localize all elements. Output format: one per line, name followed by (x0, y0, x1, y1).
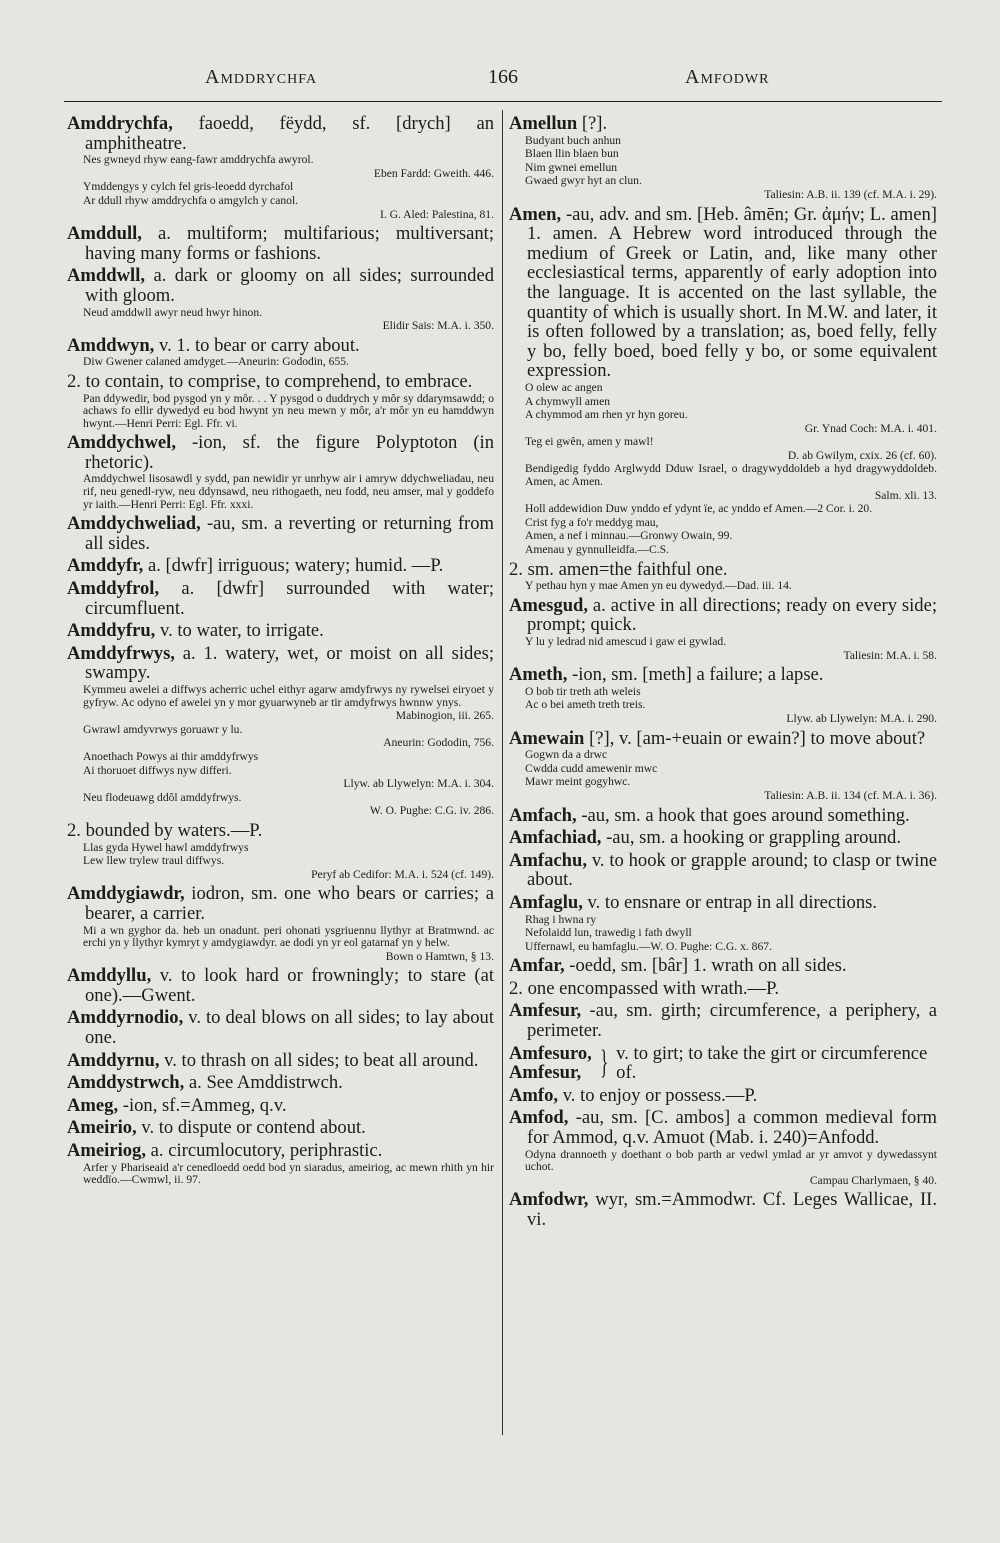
entry-definition (67, 1008, 494, 1047)
definition-text: a. active in all directions; ready on every side; prompt; quick. (527, 594, 937, 636)
dictionary-entry (67, 433, 494, 511)
definition-text: -au, sm. a reverting or returning from all sides. (85, 513, 494, 554)
citation-quote: Gwaed gwyr hyt an clun. (525, 174, 642, 188)
right-column (509, 114, 937, 1444)
dictionary-entry (67, 821, 494, 881)
dictionary-entry (67, 1141, 494, 1187)
headword: Amfo, (509, 1084, 559, 1106)
entry-definition (67, 433, 494, 472)
citation-source: Bown o Hamtwn, § 13. (385, 949, 494, 963)
braced-headwords (509, 1044, 592, 1083)
dictionary-entry (67, 336, 494, 369)
entry-definition (509, 729, 937, 749)
citation-source: W. O. Pughe: C.G. iv. 286. (369, 804, 494, 818)
headword: Amfaglu, (509, 891, 583, 913)
sub-sense (509, 560, 937, 580)
dictionary-entry (509, 114, 937, 202)
definition: v. to girt; to take the girt or circumference of. (616, 1042, 928, 1084)
headword: Amen, (509, 203, 562, 225)
headword: Amddychwel, (67, 432, 176, 454)
entry-definition (509, 1001, 937, 1040)
definition-text: a. dark or gloomy on all sides; surrounded with gloom. (85, 265, 494, 306)
definition-text: -au, sm. a hooking or grappling around. (606, 827, 901, 849)
headword: Amddystrwch, (67, 1072, 185, 1094)
citation-source: Campau Charlymaen, § 40. (809, 1173, 937, 1187)
entry-definition (67, 621, 494, 641)
sub-sense (509, 979, 937, 999)
citation-quote: Gogwn da a drwc (525, 748, 608, 762)
sub-sense (67, 821, 494, 841)
definition-text: v. to ensnare or entrap in all directions. (587, 891, 877, 913)
citation-source: Aneurin: Gododin, 756. (383, 736, 494, 750)
entry-definition (67, 556, 494, 576)
citation-quote: Y pethau hyn y mae Amen yn eu dywedyd.—Dad. iii. 14. (525, 579, 792, 593)
entry-definition (67, 966, 494, 1005)
citation-quote: Rhag i hwna ry (525, 912, 597, 926)
dictionary-entry (67, 114, 494, 221)
entry-definition (509, 828, 937, 848)
headword: Amddwll, (67, 265, 146, 287)
definition-text: -oedd, sm. [bâr] 1. wrath on all sides. (569, 955, 847, 977)
entry-definition (509, 893, 937, 913)
dictionary-entry (67, 1051, 494, 1071)
headword: Amfar, (509, 955, 565, 977)
dictionary-entry (509, 893, 937, 953)
citation-quote: Neu flodeuawg ddôl amddyfrwys. (83, 790, 242, 804)
definition-text: 2. bounded by waters.—P. (67, 819, 263, 841)
entry-definition (509, 851, 937, 890)
citation-quote: Amen, a nef i minnau.—Gronwy Owain, 99. (525, 529, 733, 543)
dictionary-entry (509, 729, 937, 803)
sub-sense (67, 372, 494, 392)
definition-text: -au, sm. a hook that goes around something. (581, 804, 910, 826)
citation-source: Taliesin: A.B. ii. 139 (cf. M.A. i. 29). (764, 187, 937, 201)
dictionary-entry (67, 1096, 494, 1116)
headword: Amesgud, (509, 594, 589, 616)
citation-quote: Arfer y Phariseaid a'r cenedloedd oedd bod yn siaradus, ameiriog, ac mewn rhith yn hir weddïo.—Cwmwl, ii. 97. (83, 1160, 494, 1187)
citation-quote: Uffernawl, eu hamfaglu.—W. O. Pughe: C.G. x. 867. (525, 939, 772, 953)
column-divider (502, 110, 503, 1435)
definition-text: 2. to contain, to comprise, to comprehend, to embrace. (67, 370, 473, 392)
headword: Amddyfr, (67, 555, 144, 577)
left-column (67, 114, 494, 1444)
citation-quote: Teg ei gwên, amen y mawl! (525, 435, 654, 449)
definition-text: 2. sm. amen=the faithful one. (509, 558, 728, 580)
headword: Amfod, (509, 1107, 569, 1129)
headword: Amddyfrol, (67, 578, 160, 600)
definition-text: -au, sm. [C. ambos] a common medieval form for Ammod, q.v. Amuot (Mab. i. 240)=Anfodd. (527, 1107, 937, 1149)
citation-quote: Budyant buch anhun (525, 133, 621, 147)
citation-source: Taliesin: A.B. ii. 134 (cf. M.A. i. 36). (764, 788, 937, 802)
entry-definition (67, 1118, 494, 1138)
definition-text: [?], v. [am-+euain or ewain?] to move about? (589, 727, 926, 749)
entry-definition (509, 114, 937, 134)
dictionary-entry (67, 884, 494, 963)
dictionary-entry (67, 1073, 494, 1093)
definition-text: a. See Amddistrwch. (188, 1072, 343, 1094)
dictionary-entry (67, 224, 494, 263)
definition-text: -ion, sm. [meth] a failure; a lapse. (572, 664, 824, 686)
dictionary-entry (509, 851, 937, 890)
headword: Amfodwr, (509, 1189, 589, 1211)
definition-text: a. 1. watery, wet, or moist on all sides; swampy. (85, 642, 494, 684)
dictionary-entry (509, 806, 937, 826)
headword: Amddychweliad, (67, 513, 201, 535)
citation-quote: Anoethach Powys ai thir amddyfrwys (83, 749, 259, 763)
citation-quote: Blaen llin blaen bun (525, 147, 619, 161)
citation-source: Taliesin: M.A. i. 58. (843, 648, 937, 662)
citation-quote: Ai thoruoet diffwys nyw differi. (83, 763, 232, 777)
citation-quote: Crist fyg a fo'r meddyg mau, (525, 515, 659, 529)
citation-quote: A chymwyll amen (525, 394, 611, 408)
citation-quote: Nefolaidd lun, trawedig i fath dwyll (525, 926, 692, 940)
entry-definition (67, 1141, 494, 1161)
entry-definition (509, 665, 937, 685)
dictionary-entry (509, 956, 937, 976)
dictionary-entry (67, 372, 494, 430)
entry-definition (509, 1108, 937, 1147)
entry-definition (509, 596, 937, 635)
dictionary-entry (67, 556, 494, 576)
definition-text: v. to enjoy or possess.—P. (562, 1084, 758, 1106)
definition-text: a. multiform; multifarious; multiversant; having many forms or fashions. (85, 223, 494, 264)
headword: Amddrychfa, (67, 114, 173, 134)
definition-text: faoedd, fëydd, sf. [drych] an amphitheatre. (85, 114, 494, 154)
citation-source: Elidir Sais: M.A. i. 350. (382, 319, 494, 333)
dictionary-entry (509, 1044, 937, 1083)
dictionary-entry (509, 205, 937, 557)
dictionary-entry (67, 621, 494, 641)
dictionary-entry (67, 1118, 494, 1138)
dictionary-entry (67, 644, 494, 818)
headword: Amddyrnodio, (67, 1007, 184, 1029)
definition-text: v. 1. to bear or carry about. (158, 334, 360, 356)
citation-quote: Cwdda cudd amewenir mwc (525, 761, 658, 775)
definition-text: a. circumlocutory, periphrastic. (150, 1140, 383, 1162)
dictionary-entry (67, 266, 494, 332)
definition-text: -ion, sf. the figure Polyptoton (in rhetoric). (85, 432, 494, 473)
definition-text: -au, adv. and sm. [Heb. âmēn; Gr. ἀμήν; L. amen] 1. amen. A Hebrew word introduced through the medium of Greek or Latin, and, like many other ecclesiastical terms, apparently of early adoption into the language. It is accented on the last syllable, the quantity of which is usually short. In M.W. and later, it is often followed by a translation; as, boed felly, felly y bo, felly boed, boed felly y bo, or some equivalent expression. (527, 203, 937, 382)
citation-quote: Y lu y ledrad nid amescud i gaw ei gywlad. (525, 635, 727, 648)
definition-text: iodron, sm. one who bears or carries; a bearer, a carrier. (85, 883, 494, 924)
citation-source: Mabinogion, iii. 265. (395, 709, 494, 723)
header-first-word: Amddrychfa (205, 66, 318, 88)
headword: Amddyfru, (67, 620, 156, 642)
citation-source: Salm. xli. 13. (874, 488, 937, 502)
citation-source: Peryf ab Cedifor: M.A. i. 524 (cf. 149). (311, 867, 494, 881)
dictionary-entry (67, 966, 494, 1005)
citation-quote: Neud amddwll awyr neud hwyr hinon. (83, 305, 263, 319)
headword: Ameiriog, (67, 1140, 146, 1162)
entry-definition (509, 806, 937, 826)
dictionary-entry (509, 596, 937, 662)
entry-definition (509, 1086, 937, 1106)
definition-text: v. to look hard or frowningly; to stare (at one).—Gwent. (85, 965, 494, 1006)
headword: Amddyllu, (67, 965, 152, 987)
header-rule (64, 101, 942, 102)
entry-definition (67, 579, 494, 618)
entry-definition (67, 1073, 494, 1093)
headword: Amfesur, (509, 1062, 582, 1084)
dictionary-entry (67, 1008, 494, 1047)
headword: Ameth, (509, 664, 568, 686)
citation-quote: A chymmod am rhen yr hyn goreu. (525, 408, 688, 422)
citation-quote: Ac o bei ameth treth treis. (525, 698, 646, 712)
dictionary-entry (509, 979, 937, 999)
entry-definition (67, 1051, 494, 1071)
dictionary-entry (67, 514, 494, 553)
headword: Amfach, (509, 804, 577, 826)
headword: Amfesuro, (509, 1042, 592, 1064)
definition-text: a. [dwfr] surrounded with water; circumfluent. (85, 578, 494, 619)
citation-quote: Mi a wn gyghor da. heb un onadunt. peri ohonati ysgriuennu llythyr at Bratmwnd. ac erchi yn y llythyr kymryt y amdygiawdyr. ae dodi yn yr eol gatarnaf yn y helw. (83, 923, 494, 950)
headword: Ameirio, (67, 1117, 137, 1139)
headword: Amfachu, (509, 849, 587, 871)
citation-quote: Llas gyda Hywel hawl amddyfrwys (83, 840, 249, 854)
headword: Ameg, (67, 1094, 119, 1116)
definition-text: [?]. (581, 114, 608, 134)
headword: Amddyfrwys, (67, 642, 175, 664)
citation-quote: Holl addewidion Duw ynddo ef ydynt ïe, ac ynddo ef Amen.—2 Cor. i. 20. (525, 502, 873, 516)
dictionary-entry (509, 1001, 937, 1040)
entry-definition (67, 266, 494, 305)
citation-quote: Nes gwneyd rhyw eang-fawr amddrychfa awyrol. (83, 153, 314, 167)
citation-quote: Nim gwnei emellun (525, 160, 618, 174)
headword: Amfachiad, (509, 827, 602, 849)
headword: Amddyrnu, (67, 1049, 160, 1071)
brace-glyph: } (599, 1044, 609, 1082)
citation-quote: O bob tir treth ath weleis (525, 684, 641, 698)
citation-quote: Amenau y gynnulleidfa.—C.S. (525, 543, 669, 557)
citation-source: D. ab Gwilym, cxix. 26 (cf. 60). (787, 448, 937, 462)
entry-definition (509, 205, 937, 381)
headword: Amfesur, (509, 1000, 582, 1022)
dictionary-entry (509, 828, 937, 848)
citation-quote: Amddychwel lisosawdl y sydd, pan newidir yr unrhyw air i amryw ddychweliadau, neu rif, neu genedl-ryw, neu ddynsawd, neu rithogaeth, neu fodd, neu amser, mal y goddefo yr iaith.—Henri Perri: Egl. Ffr. xxxi. (83, 472, 494, 511)
definition-text: a. [dwfr] irriguous; watery; humid. —P. (147, 555, 444, 577)
header-last-word: Amfodwr (685, 66, 770, 88)
entry-definition (67, 644, 494, 683)
definition-text: v. to deal blows on all sides; to lay about one. (85, 1007, 494, 1049)
citation-quote: Mawr meint gogyhwc. (525, 775, 631, 789)
citation-quote: O olew ac angen (525, 380, 603, 394)
entry-definition (509, 956, 937, 976)
definition-text: v. to dispute or contend about. (141, 1117, 366, 1139)
braced-entry (509, 1044, 937, 1083)
headword: Amewain (509, 727, 585, 749)
citation-source: I. G. Aled: Palestina, 81. (380, 207, 494, 221)
citation-source: Llyw. ab Llywelyn: M.A. i. 304. (343, 777, 494, 791)
definition-text: v. to water, to irrigate. (160, 620, 324, 642)
dictionary-entry (509, 1108, 937, 1187)
entry-definition (67, 1096, 494, 1116)
definition-text: 2. one encompassed with wrath.—P. (509, 977, 780, 999)
dictionary-entry (509, 1086, 937, 1106)
headword: Amddygiawdr, (67, 883, 185, 905)
citation-quote: Pan ddywedir, bod pysgod yn y môr. . . Y pysgod o duddrych y môr sy ddarymsawdd; o achaws fo ellir dywedyd eu bod hwynt yn neu mewn y môr, a'r môr yn eu hamddwyn hwynt.—Henri Perri: Egl. Ffr. vi. (83, 391, 494, 430)
citation-source: Gr. Ynad Coch: M.A. i. 401. (804, 421, 937, 435)
citation-quote: Kymmeu awelei a diffwys acherric uchel eithyr agarw amdyfrwys ny rywelsei eiryoet y gyfryw. Ac odyno ef awelei yn y mor gyuarwyneb ar tir amdyfrwys hwnnw ynys. (83, 683, 494, 709)
dictionary-entry (509, 1190, 937, 1229)
entry-definition (67, 884, 494, 923)
definition-text: wyr, sm.=Ammodwr. Cf. Leges Wallicae, II. vi. (527, 1189, 937, 1230)
citation-quote: Odyna drannoeth y doethant o bob parth ar vedwl ymlad ar yr amvot y dywedassynt uchot. (525, 1147, 937, 1174)
citation-quote: Bendigedig fyddo Arglwydd Dduw Israel, o dragywyddoldeb a hyd dragywyddoldeb. Amen, ac Amen. (525, 462, 937, 489)
entry-definition (67, 514, 494, 553)
citation-source: Llyw. ab Llywelyn: M.A. i. 290. (786, 711, 937, 725)
definition-text: -au, sm. girth; circumference, a periphery, a perimeter. (527, 1000, 937, 1042)
citation-quote: Gwrawl amdyvrwys goruawr y lu. (83, 722, 243, 736)
entry-definition (67, 336, 494, 356)
dictionary-entry (67, 579, 494, 618)
citation-quote: Ar ddull rhyw amddrychfa o amgylch y canol. (83, 193, 299, 207)
definition-text: v. to thrash on all sides; to beat all around. (164, 1049, 479, 1071)
headword: Amddwyn, (67, 334, 155, 356)
headword: Amddull, (67, 223, 142, 245)
definition-text: v. to hook or grapple around; to clasp or twine about. (527, 849, 937, 891)
citation-quote: Diw Gwener calaned amdyget.—Aneurin: Gododin, 655. (83, 355, 349, 369)
entry-definition (509, 1190, 937, 1229)
citation-quote: Lew llew trylew traul diffwys. (83, 854, 225, 868)
entry-definition (67, 224, 494, 263)
dictionary-entry (509, 665, 937, 725)
running-head (60, 66, 940, 88)
page-number: 166 (488, 66, 518, 88)
headword: Amellun (509, 114, 578, 134)
entry-definition (67, 114, 494, 153)
citation-quote: Ymddengys y cylch fel gris-leoedd dyrchafol (83, 180, 294, 194)
citation-source: Eben Fardd: Gweith. 446. (373, 166, 494, 180)
definition-text: -ion, sf.=Ammeg, q.v. (122, 1094, 287, 1116)
dictionary-entry (509, 560, 937, 593)
